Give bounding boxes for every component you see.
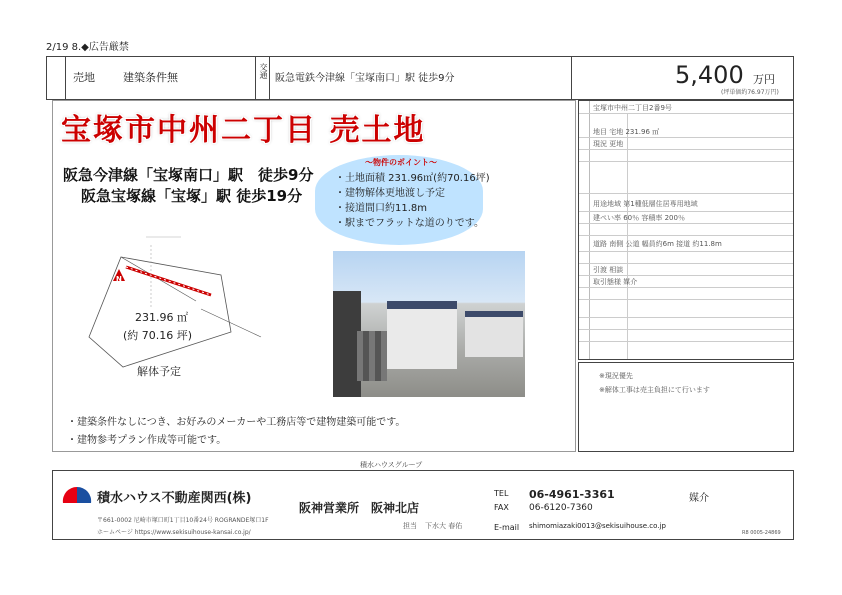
category-label: 売地 bbox=[73, 71, 95, 84]
demolish-label: 解体予定 bbox=[137, 365, 181, 378]
point-item: ・土地面積 231.96㎡(約70.16坪) bbox=[335, 173, 490, 184]
deal-type: 媒介 bbox=[689, 493, 709, 504]
price-note: (坪単価約76.97万円) bbox=[721, 89, 779, 96]
area-value: 231.96 ㎡ bbox=[135, 311, 188, 324]
spec-row: 用途地域 第1種低層住居専用地域 bbox=[593, 200, 698, 208]
top-info-bar bbox=[46, 56, 794, 100]
price-unit: 万円 bbox=[753, 73, 775, 86]
email-address[interactable]: shimomiazaki0013@sekisuihouse.co.jp bbox=[529, 522, 666, 530]
remark-line: ※現況優先 bbox=[599, 372, 633, 380]
note-1: ・建築条件なしにつき、お好みのメーカーや工務店等で建物建築可能です。 bbox=[67, 417, 406, 428]
spec-row: 取引態様 媒介 bbox=[593, 278, 638, 286]
point-item: ・建物解体更地渡し予定 bbox=[335, 188, 445, 199]
points-title: ～物件のポイント～ bbox=[365, 158, 437, 167]
company-name: 積水ハウス不動産関西(株) bbox=[97, 491, 252, 506]
homepage-link[interactable]: ホームページ https://www.sekisuihouse-kansai.co.jp/ bbox=[97, 529, 251, 536]
company-logo-icon bbox=[61, 483, 93, 505]
remarks-box bbox=[578, 362, 794, 452]
spec-row: 地目 宅地 231.96 ㎡ bbox=[593, 128, 660, 136]
email-label: E-mail bbox=[494, 523, 520, 532]
transport-heading: 交通 bbox=[259, 63, 268, 79]
office-address: 〒661-0002 尼崎市塚口町1丁目10番24号 ROGRANDE塚口1F bbox=[97, 517, 269, 524]
branch-name: 阪神営業所 阪神北店 bbox=[299, 501, 420, 515]
property-photo bbox=[333, 251, 525, 397]
spec-table bbox=[578, 100, 794, 360]
address-value: 宝塚市中州二丁目2番9号 bbox=[593, 104, 672, 112]
remark-line: ※解体工事は売主負担にて行います bbox=[599, 386, 710, 394]
spec-row: 引渡 相談 bbox=[593, 266, 624, 274]
staff-label: 担当 bbox=[403, 522, 417, 530]
staff-name: 下水大 春佑 bbox=[425, 522, 463, 530]
point-item: ・駅までフラットな道のりです。 bbox=[335, 218, 484, 229]
tel-number: 06-4961-3361 bbox=[529, 488, 615, 501]
north-mark: N bbox=[116, 275, 122, 283]
spec-row: 現況 更地 bbox=[593, 140, 624, 148]
area-tsubo: (約 70.16 坪) bbox=[123, 329, 193, 342]
station-line-2: 阪急宝塚線「宝塚」駅 徒歩19分 bbox=[81, 187, 303, 205]
fax-number: 06-6120-7360 bbox=[529, 503, 593, 513]
condition-label: 建築条件無 bbox=[123, 71, 178, 84]
transport-text: 阪急電鉄今津線「宝塚南口」駅 徒歩9分 bbox=[275, 73, 455, 84]
spec-row: 建ぺい率 60％ 容積率 200％ bbox=[593, 214, 685, 222]
corner-code: R8 0005-24869 bbox=[742, 530, 781, 536]
note-2: ・建物参考プラン作成等可能です。 bbox=[67, 435, 227, 446]
tel-label: TEL bbox=[494, 489, 509, 498]
flyer-title: 宝塚市中州二丁目 売土地 bbox=[61, 113, 426, 148]
point-item: ・接道間口約11.8m bbox=[335, 203, 428, 214]
fax-header: 2/19 8.◆広告厳禁 bbox=[46, 42, 129, 53]
flyer-panel bbox=[52, 100, 576, 452]
price-number: 5,400 bbox=[675, 61, 744, 89]
station-line-1: 阪急今津線「宝塚南口」駅 徒歩9分 bbox=[63, 166, 314, 184]
footer-box bbox=[52, 470, 794, 540]
points-list bbox=[335, 171, 490, 231]
fax-label: FAX bbox=[494, 503, 509, 512]
spec-row: 道路 南側 公道 幅員約6m 接道 約11.8m bbox=[593, 240, 722, 248]
group-label: 積水ハウスグループ bbox=[360, 461, 423, 469]
